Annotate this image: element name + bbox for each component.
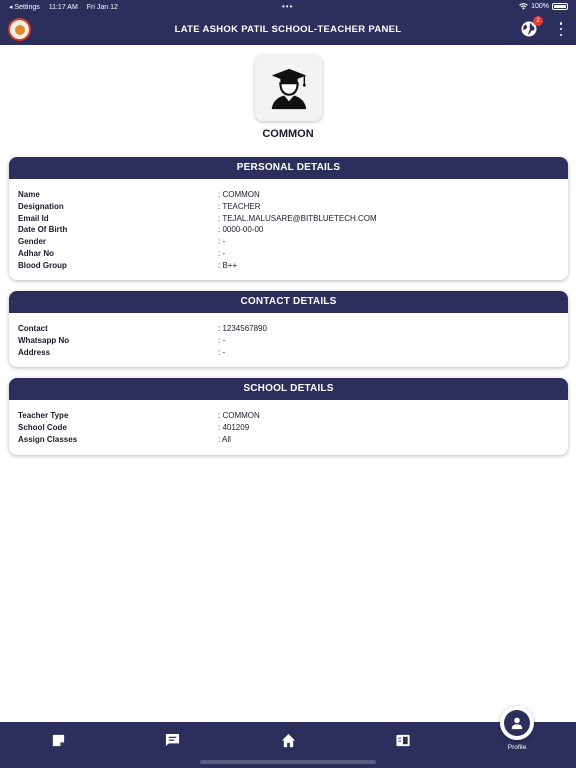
avatar[interactable] bbox=[255, 55, 322, 121]
wifi-icon bbox=[519, 3, 528, 10]
detail-row bbox=[18, 248, 559, 260]
detail-label: Gender bbox=[18, 237, 47, 247]
detail-label: Address bbox=[18, 347, 51, 357]
status-time: 11:17 AM bbox=[48, 4, 78, 11]
detail-row bbox=[18, 236, 559, 248]
notification-badge: 2 bbox=[533, 16, 543, 26]
detail-label: Teacher Type bbox=[18, 411, 69, 420]
home-icon bbox=[281, 733, 296, 748]
detail-row bbox=[18, 434, 559, 446]
detail-value: : 401209 bbox=[218, 422, 249, 434]
card-heading: CONTACT DETAILS bbox=[9, 291, 568, 313]
detail-label: Contact bbox=[18, 324, 48, 333]
status-bar bbox=[0, 0, 576, 14]
tab-notes[interactable] bbox=[49, 731, 67, 749]
detail-label: Date Of Birth bbox=[18, 225, 68, 235]
detail-value: : B++ bbox=[218, 260, 237, 272]
multitasking-dots-icon[interactable]: ••• bbox=[282, 2, 294, 11]
detail-value: : TEACHER bbox=[218, 201, 261, 213]
tab-messages[interactable] bbox=[163, 731, 181, 749]
battery-icon bbox=[552, 3, 568, 10]
detail-label: School Code bbox=[18, 422, 67, 432]
tab-home[interactable] bbox=[279, 731, 297, 749]
graduate-avatar-icon bbox=[266, 65, 312, 111]
school-details-card bbox=[9, 378, 568, 455]
detail-row bbox=[18, 335, 559, 347]
person-icon bbox=[510, 716, 524, 730]
detail-value: : TEJAL.MALUSARE@BITBLUETECH.COM bbox=[218, 213, 377, 225]
card-heading: PERSONAL DETAILS bbox=[9, 157, 568, 179]
detail-row bbox=[18, 189, 559, 201]
tab-profile-label: Profile bbox=[507, 744, 527, 751]
personal-details-card bbox=[9, 157, 568, 280]
bottom-tab-bar bbox=[0, 722, 576, 768]
chat-icon bbox=[165, 733, 180, 748]
detail-value: : - bbox=[218, 248, 225, 260]
back-to-settings-link[interactable]: ◂ Settings bbox=[9, 4, 40, 11]
detail-value: : COMMON bbox=[218, 410, 260, 422]
detail-value: : - bbox=[218, 335, 225, 347]
detail-row bbox=[18, 260, 559, 272]
battery-percent: 100% bbox=[531, 3, 549, 10]
contact-details-card bbox=[9, 291, 568, 367]
status-date: Fri Jan 12 bbox=[86, 4, 118, 11]
detail-row bbox=[18, 224, 559, 236]
note-icon bbox=[51, 733, 66, 748]
detail-row bbox=[18, 347, 559, 359]
detail-value: : - bbox=[218, 347, 225, 359]
top-app-bar bbox=[0, 0, 576, 45]
card-heading: SCHOOL DETAILS bbox=[9, 378, 568, 400]
detail-value: : - bbox=[218, 236, 225, 248]
detail-value: : COMMON bbox=[218, 189, 260, 201]
home-indicator[interactable] bbox=[200, 760, 376, 764]
tab-classes[interactable] bbox=[394, 731, 412, 749]
app-title: LATE ASHOK PATIL SCHOOL-TEACHER PANEL bbox=[174, 24, 402, 35]
detail-label: Email Id bbox=[18, 213, 49, 223]
detail-label: Whatsapp No bbox=[18, 335, 70, 345]
detail-value: : 1234567890 bbox=[218, 323, 267, 335]
detail-row bbox=[18, 422, 559, 434]
tab-profile[interactable] bbox=[500, 706, 534, 740]
detail-label: Name bbox=[18, 190, 40, 199]
detail-row bbox=[18, 201, 559, 213]
detail-label: Blood Group bbox=[18, 260, 67, 270]
book-icon bbox=[395, 733, 411, 748]
status-right bbox=[519, 3, 568, 10]
detail-row bbox=[18, 323, 559, 335]
status-left bbox=[9, 3, 125, 11]
detail-value: : 0000-00-00 bbox=[218, 224, 263, 236]
profile-name: COMMON bbox=[262, 128, 314, 140]
detail-label: Assign Classes bbox=[18, 434, 78, 444]
detail-value: : All bbox=[218, 434, 231, 446]
more-options-icon[interactable] bbox=[556, 21, 566, 37]
detail-label: Adhar No bbox=[18, 248, 54, 258]
detail-row bbox=[18, 410, 559, 422]
detail-row bbox=[18, 213, 559, 225]
detail-label: Designation bbox=[18, 201, 64, 211]
